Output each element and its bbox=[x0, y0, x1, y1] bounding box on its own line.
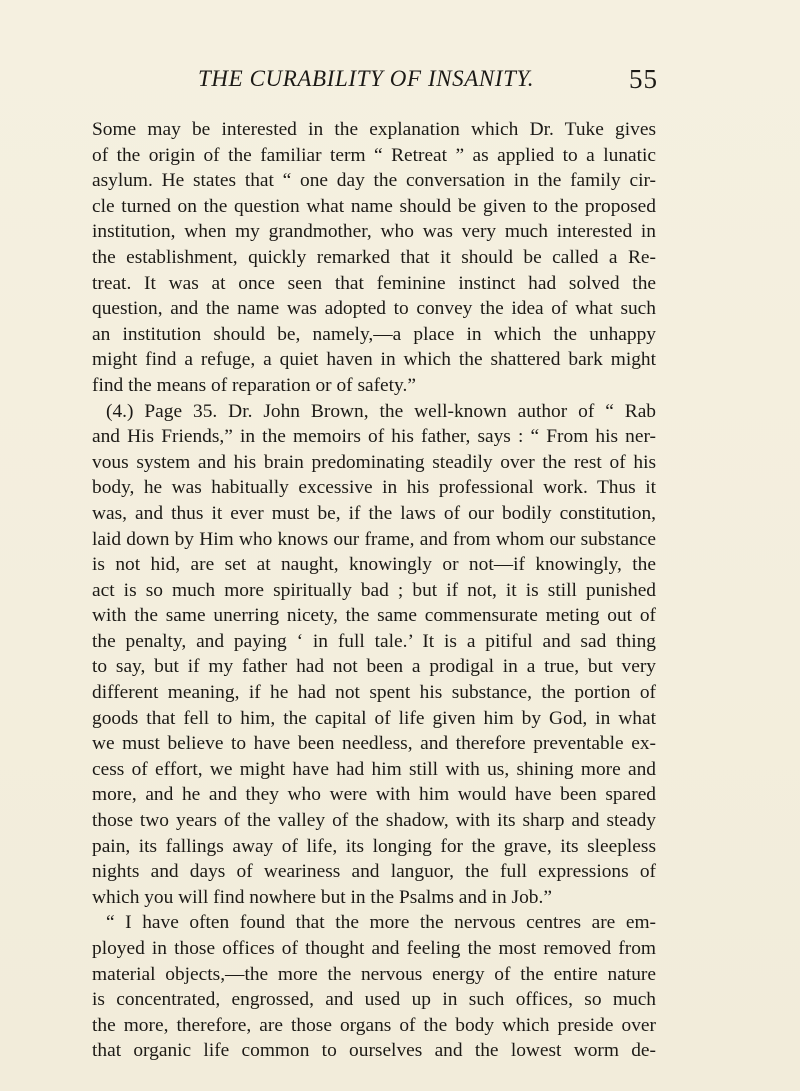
text-line: pain, its fallings away of life, its longing for the grave, its sleepless bbox=[92, 835, 656, 857]
text-line: asylum. He states that “ one day the conversation in the family cir- bbox=[92, 170, 656, 192]
text-line: to say, but if my father had not been a prodigal in a true, but very bbox=[92, 656, 656, 678]
text-line: was, and thus it ever must be, if the laws of our bodily constitution, bbox=[92, 502, 656, 524]
text-line: more, and he and they who were with him would have been spared bbox=[92, 784, 656, 806]
text-line: which you will find nowhere but in the Psalms and in Job.” bbox=[92, 886, 552, 908]
text-line: question, and the name was adopted to convey the idea of what such bbox=[92, 298, 656, 320]
text-line: and His Friends,” in the memoirs of his father, says : “ From his ner- bbox=[92, 426, 656, 448]
page-header bbox=[92, 66, 658, 102]
text-line: is not hid, are set at naught, knowingly or not—if knowingly, the bbox=[92, 554, 656, 576]
text-line: Some may be interested in the explanation which Dr. Tuke gives bbox=[92, 119, 656, 140]
text-line: the more, therefore, are those organs of the body which preside over bbox=[92, 1014, 656, 1036]
text-line: nights and days of weariness and languor, the full expressions of bbox=[92, 861, 656, 883]
running-title: THE CURABILITY OF INSANITY. bbox=[198, 66, 535, 91]
text-line: those two years of the valley of the shadow, with its sharp and steady bbox=[92, 810, 656, 832]
text-line: an institution should be, namely,—a place in which the unhappy bbox=[92, 323, 656, 345]
text-line: laid down by Him who knows our frame, and from whom our substance bbox=[92, 528, 656, 550]
text-line: the establishment, quickly remarked that it should be called a Re- bbox=[92, 246, 656, 268]
text-line: ployed in those offices of thought and feeling the most removed from bbox=[92, 938, 656, 959]
text-line: vous system and his brain predominating steadily over the rest of his bbox=[92, 451, 656, 473]
page-number: 55 bbox=[629, 64, 658, 94]
text-line: find the means of reparation or of safety.” bbox=[92, 374, 416, 396]
text-line: cess of effort, we might have had him still with us, shining more and bbox=[92, 758, 656, 780]
text-line: act is so much more spiritually bad ; but if not, it is still punished bbox=[92, 579, 656, 601]
text-line: treat. It was at once seen that feminine instinct had solved the bbox=[92, 272, 656, 294]
text-line: institution, when my grandmother, who was very much interested in bbox=[92, 221, 656, 243]
text-line: we must believe to have been needless, and therefore preventable ex- bbox=[92, 733, 656, 755]
text-line: cle turned on the question what name should be given to the proposed bbox=[92, 195, 656, 217]
text-line: material objects,—the more the nervous energy of the entire nature bbox=[92, 963, 656, 985]
text-line: the penalty, and paying ‘ in full tale.’ It is a pitiful and sad thing bbox=[92, 630, 656, 652]
text-line: with the same unerring nicety, the same commensurate meting out of bbox=[92, 605, 656, 627]
body-text bbox=[92, 117, 656, 1064]
text-line: of the origin of the familiar term “ Retreat ” as applied to a lunatic bbox=[92, 144, 656, 166]
text-line: goods that fell to him, the capital of life given him by God, in what bbox=[92, 707, 656, 729]
text-line: different meaning, if he had not spent his substance, the portion of bbox=[92, 682, 656, 704]
text-line: “ I have often found that the more the nervous centres are em- bbox=[106, 912, 656, 934]
text-line: body, he was habitually excessive in his professional work. Thus it bbox=[92, 477, 656, 499]
text-line: might find a refuge, a quiet haven in which the shattered bark might bbox=[92, 349, 656, 371]
text-line: that organic life common to ourselves and the lowest worm de- bbox=[92, 1040, 656, 1062]
text-line: (4.) Page 35. Dr. John Brown, the well-known author of “ Rab bbox=[106, 400, 656, 422]
text-line: is concentrated, engrossed, and used up in such offices, so much bbox=[92, 989, 656, 1011]
